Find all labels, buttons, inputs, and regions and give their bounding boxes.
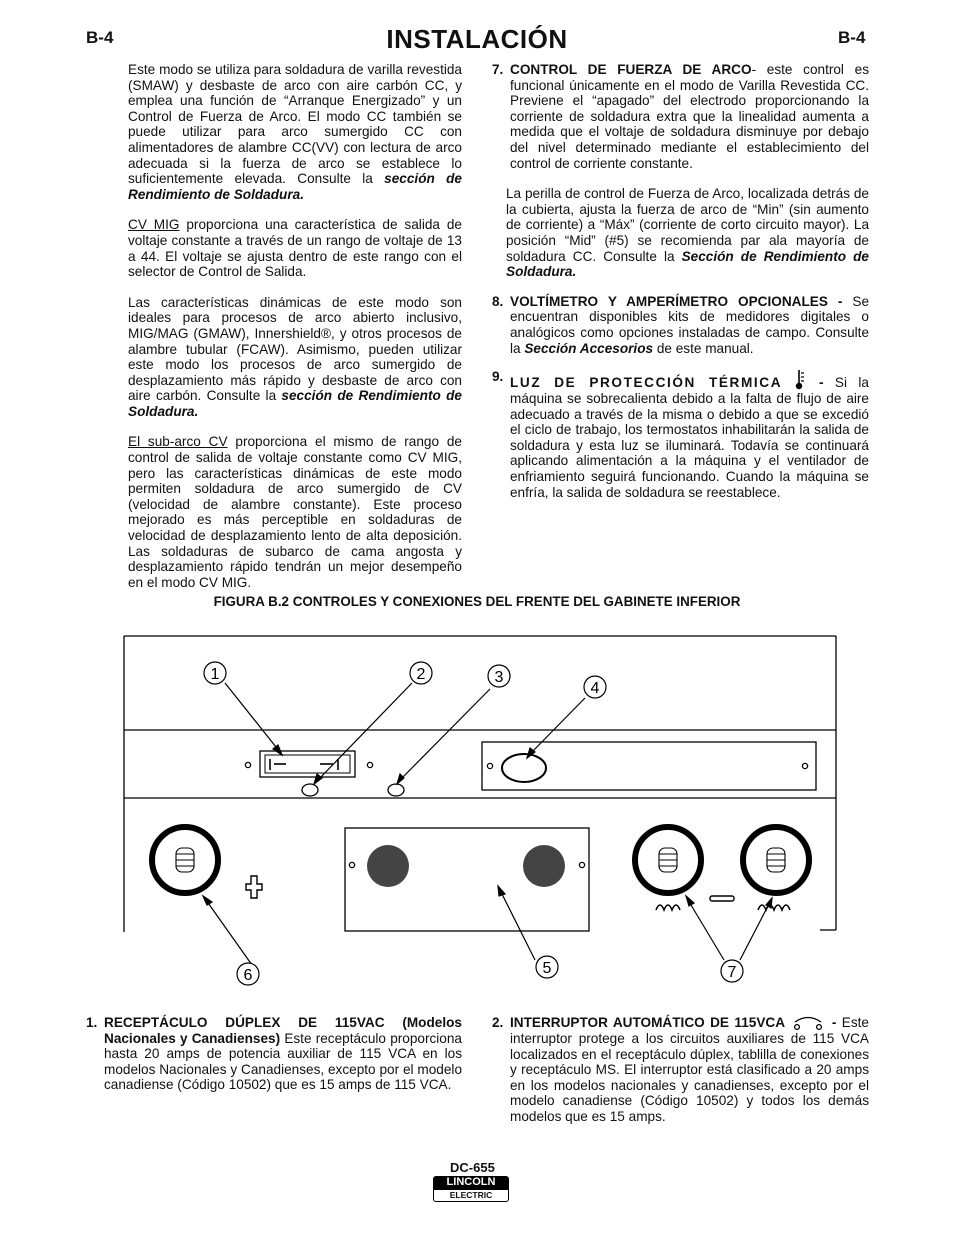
bottom-item-1: 1. RECEPTÁCULO DÚPLEX DE 115VAC (Modelos Nacionales y Canadienses) Este receptáculo proporciona hasta 20 amps de potencia auxiliar de 115 VCA en los modelos Nacionales y Canadienses, excepto por el modelo canadiense (Código 10502) que es 15 amps de 115 VCA. [86,1015,462,1093]
receptacle-hole-1 [367,845,409,887]
knob-3 [388,784,404,796]
inductor-symbol-1 [656,905,680,910]
callout-6-label: 6 [243,967,253,984]
knob-2 [302,784,318,796]
callout-1-label: 1 [210,666,220,683]
item-8: 8. VOLTÍMETRO Y AMPERÍMETRO OPCIONALES - Se encuentran disponibles kits de medidores digitales o analógicos como opciones instaladas de campo. Consulte la Sección Accesorios de este manual. [492,293,870,356]
paragraph-dynamics: Las características dinámicas de este modo son ideales para procesos de arco abierto inclusivo, MIG/MAG (GMAW), Innershield®, y otros procesos de alambre tubular (FCAW). Asimismo, pueden utilizar este modo los procesos de arco sumergido de desplazamiento más rápido y desbaste de arco con aire carbón. Consulte la sección de Rendimiento de Soldadura. [128,294,462,419]
item-7-paragraph: La perilla de control de Fuerza de Arco, localizada detrás de la cubierta, ajusta la fuerza de arco de “Min” (sin aumento de corriente) a “Máx” (corriente de corto circuito mayor). La posición “Mid” (#5) se recomienda par ala mayoría de soldadura CC. Consulte la Sección de Rendimiento de Soldadura. [506,186,869,280]
inductor-symbol-2 [758,905,790,910]
left-column [128,62,462,605]
plus-symbol [246,876,262,898]
thermometer-icon [794,369,808,391]
callout-3-label: 3 [494,669,504,686]
logo-top: LINCOLN [433,1176,509,1189]
item-7: 7. CONTROL DE FUERZA DE ARCO- este control es funcional únicamente en el modo de Varilla Revestida CC. Previene el “apagado” del electrodo proporcionando la corriente de soldadura extra que la linealidad aumenta a medida que el voltaje de soldadura disminuye por debajo del nivel determinado mediante el establecimiento del control de corriente constante. [492,62,869,171]
page-tag-right: B-4 [838,28,866,47]
paragraph-sub-arc: El sub-arco CV proporciona el mismo de rango de control de salida de voltaje constante como CV MIG, pero las características dinámicas de este modo permiten soldadura de arco sumergido de CV (velocidad de alambre constante). Este proceso mejorado es más perceptible en soldaduras de velocidad de desplazamiento lento de alta deposición. Las soldaduras de subarco de cama angosta y desplazamiento rápido tendrán un mejor desempeño en el modo CV MIG. [128,434,462,590]
callout-5-label: 5 [542,960,552,977]
circuit-breaker-icon [790,1015,826,1031]
lincoln-electric-logo [433,1176,509,1204]
cabinet-front-figure [0,620,954,1000]
callout-7-label: 7 [727,964,737,981]
callout-2-label: 2 [416,666,426,683]
thermal-light-lens [502,754,546,782]
right-column [492,62,869,500]
callout-4-label: 4 [590,680,600,697]
page-tag-left: B-4 [86,28,114,47]
logo-bottom: ELECTRIC [433,1189,509,1202]
paragraph-cv-mig: CV MIG proporciona una característica de salida de voltaje constante a través de un rango de voltaje de 13 a 44. El voltaje se ajusta dentro de este rango con el selector de Control de Salida. [128,217,462,280]
screw [245,762,250,767]
item-9: 9. LUZ DE PROTECCIÓN TÉRMICA - Si la máquina se sobrecalienta debido a la falta de flujo de aire adecuado a través de la misma o debido a que se excedió el ciclo de trabajo, los termostatos inhabilitarán la salida de soldadura y esta luz se iluminará. Todavía se continuará aplicando alimentación a la máquina y el ventilador de enfriamiento seguirá funcionando. Cuando la máquina se enfría, la salida de soldadura se reestablece. [492,369,869,500]
figure-title: FIGURA B.2 CONTROLES Y CONEXIONES DEL FRENTE DEL GABINETE INFERIOR [213,594,741,609]
document-code: DC-655 [450,1160,495,1175]
screw [367,762,372,767]
paragraph-cc-mode: Este modo se utiliza para soldadura de varilla revestida (SMAW) y desbaste de arco con aire carbón CC, y emplea una función de “Arranque Energizado” y un Control de Fuerza de Arco. El modo CC también se puede utilizar para arco sumergido CC con alimentadores de alambre CC(VV) con lectura de arco adecuada si la fuerza de arco se establece lo suficientemente elevada. Consulte la sección de Rendimiento de Soldadura. [128,62,462,202]
page-title: INSTALACIÓN [386,24,568,54]
bottom-item-2: 2. INTERRUPTOR AUTOMÁTICO DE 115VCA - Este interruptor protege a los circuitos auxiliares de 115 VCA localizados en el receptáculo dúplex, tablilla de conexiones y receptáculo MS. El interruptor está clasificado a 20 amps en los modelos nacionales y canadienses, excepto por el modelo canadiense (Código 10502) y todos los demás modelos que es 15 amps. [492,1015,869,1124]
receptacle-hole-2 [523,845,565,887]
minus-symbol [710,896,734,901]
